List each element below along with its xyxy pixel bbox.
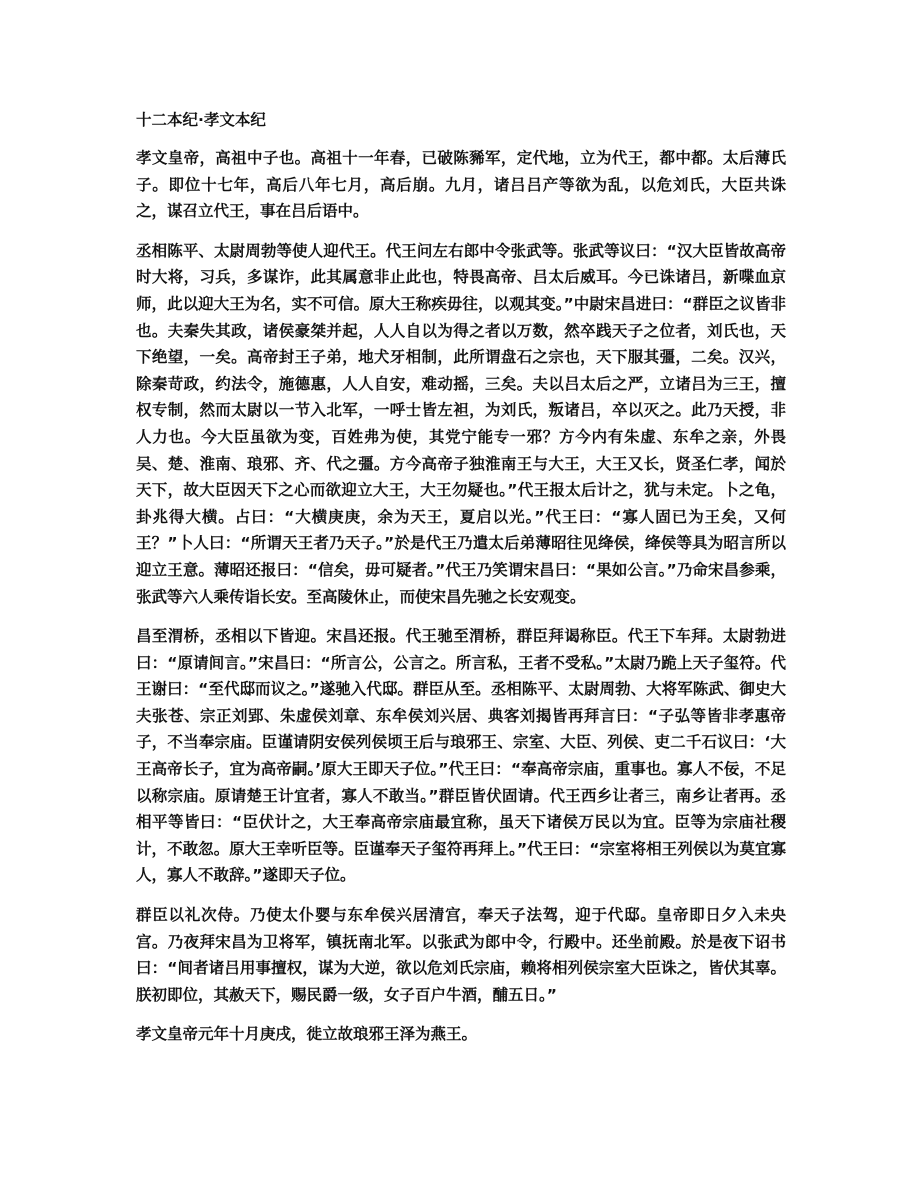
paragraph: 丞相陈平、太尉周勃等使人迎代王。代王问左右郎中令张武等。张武等议曰：“汉大臣皆故高帝时大将，习兵，多谋诈，此其属意非止此也，特畏高帝、吕太后威耳。今已诛诸吕，新喋血京师，此以迎大王为名，实不可信。原大王称疾毋往，以观其变。”中尉宋昌进曰：“群臣之议皆非也。夫秦失其政，诸侯豪桀并起，人人自以为得之者以万数，然卒践天子之位者，刘氏也，天下绝望，一矣。高帝封王子弟，地犬牙相制，此所谓盘石之宗也，天下服其彊，二矣。汉兴，除秦苛政，约法令，施德惠，人人自安，难动摇，三矣。夫以吕太后之严，立诸吕为三王，擅权专制，然而太尉以一节入北军，一呼士皆左袒，为刘氏，叛诸吕，卒以灭之。此乃天授，非人力也。今大臣虽欲为变，百姓弗为使，其党宁能专一邪？方今内有朱虚、东牟之亲，外畏吴、楚、淮南、琅邪、齐、代之彊。方今高帝子独淮南王与大王，大王又长，贤圣仁孝，闻於天下，故大臣因天下之心而欲迎立大王，大王勿疑也。”代王报太后计之，犹与未定。卜之龟，卦兆得大横。占曰：“大横庚庚，余为天王，夏启以光。”代王曰：“寡人固已为王矣，又何王？”卜人曰：“所谓天王者乃天子。”於是代王乃遣太后弟薄昭往见绛侯，绛侯等具为昭言所以迎立王意。薄昭还报曰：“信矣，毋可疑者。”代王乃笑谓宋昌曰：“果如公言。”乃命宋昌参乘，张武等六人乘传诣长安。至高陵休止，而使宋昌先驰之长安观变。: [136, 241, 786, 606]
paragraph: 孝文皇帝元年十月庚戌，徙立故琅邪王泽为燕王。: [136, 1025, 478, 1044]
paragraph: 昌至渭桥，丞相以下皆迎。宋昌还报。代王驰至渭桥，群臣拜谒称臣。代王下车拜。太尉勃进曰：“原请间言。”宋昌曰：“所言公，公言之。所言私，王者不受私。”太尉乃跪上天子玺符。代王谢曰：“至代邸而议之。”遂驰入代邸。群臣从至。丞相陈平、太尉周勃、大将军陈武、御史大夫张苍、宗正刘郢、朱虚侯刘章、东牟侯刘兴居、典客刘揭皆再拜言曰：“子弘等皆非孝惠帝子，不当奉宗庙。臣谨请阴安侯列侯顷王后与琅邪王、宗室、大臣、列侯、吏二千石议曰：‘大王高帝长子，宜为高帝嗣。’原大王即天子位。”代王曰：“奉高帝宗庙，重事也。寡人不佞，不足以称宗庙。原请楚王计宜者，寡人不敢当。”群臣皆伏固请。代王西乡让者三，南乡让者再。丞相平等皆曰：“臣伏计之，大王奉高帝宗庙最宜称，虽天下诸侯万民以为宜。臣等为宗庙社稷计，不敢忽。原大王幸听臣等。臣谨奉天子玺符再拜上。”代王曰：“宗室将相王列侯以为莫宜寡人，寡人不敢辞。”遂即天子位。: [136, 627, 786, 885]
document-page: [136, 107, 786, 1061]
paragraph: 群臣以礼次侍。乃使太仆婴与东牟侯兴居清宫，奉天子法驾，迎于代邸。皇帝即日夕入未央宫。乃夜拜宋昌为卫将军，镇抚南北军。以张武为郎中令，行殿中。还坐前殿。於是夜下诏书曰：“间者诸吕用事擅权，谋为大逆，欲以危刘氏宗庙，赖将相列侯宗室大臣诛之，皆伏其辜。朕初即位，其赦天下，赐民爵一级，女子百户牛酒，酺五日。”: [136, 906, 786, 1004]
paragraph: 孝文皇帝，高祖中子也。高祖十一年春，已破陈豨军，定代地，立为代王，都中都。太后薄氏子。即位十七年，高后八年七月，高后崩。九月，诸吕吕产等欲为乱，以危刘氏，大臣共诛之，谋召立代王，事在吕后语中。: [136, 149, 786, 221]
document-title: 十二本纪·孝文本纪: [136, 111, 266, 129]
